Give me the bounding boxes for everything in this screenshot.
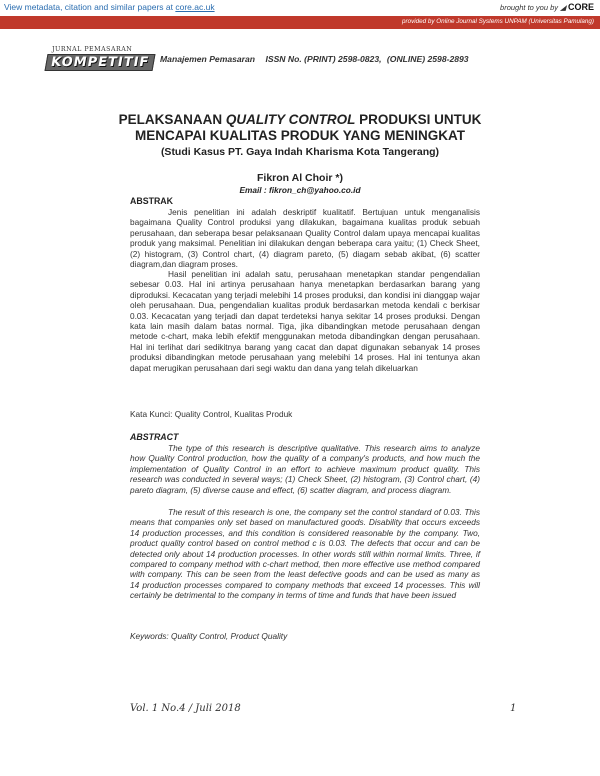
article-subtitle: (Studi Kasus PT. Gaya Indah Kharisma Kota Tangerang) [160, 146, 440, 158]
abstrak-keywords: Kata Kunci: Quality Control, Kualitas Produk [130, 409, 293, 419]
footer-volume: Vol. 1 No.4 / Juli 2018 [130, 703, 241, 714]
issn-online: (ONLINE) 2598-2893 [386, 54, 469, 64]
brought-by-text: brought to you by [500, 3, 559, 12]
abstrak-paragraph-1: Jenis penelitian ini adalah deskriptif kualitatif. Bertujuan untuk menganalisis bagaimana Quality Control produksi yang dilakukan, bagaimana kualitas produk sebuah perusahaan, dan seberapa besar pelaksanaan Quality Control dalam upaya mencapai kualitas produk yang maksimal. Penelitian ini dilakukan dengan beberapa cara yaitu; (1) Check Sheet, (2) histogram, (3) Control chart, (4) diagram pareto, (5) diagam sebab akibat, (6) scatter diagram,dan diagram proses. [130, 207, 480, 270]
title-part-c: PRODUKSI UNTUK [355, 112, 482, 127]
abstrak-heading: ABSTRAK [130, 196, 174, 206]
core-link-prefix: View metadata, citation and similar papers at [4, 2, 176, 12]
title-line-2: MENCAPAI KUALITAS PRODUK YANG MENINGKAT [134, 128, 465, 143]
provided-by-text[interactable]: provided by Online Journal Systems UNPAM (Universitas Pamulang) [401, 18, 594, 25]
article-title [90, 112, 510, 144]
journal-info [160, 54, 477, 64]
core-logo-icon: ◢ [560, 3, 566, 12]
abstract-paragraph-1: The type of this research is descriptive qualitative. This research aims to analyze how Quality Control production, how the quality of a company's products, and how much the implementation of Quality Control in an effort to achieve maximum product quality. This research was conducted in several ways; (1) Check Sheet, (2) histogram, (3) Control chart, (4) pareto diagram, (5) diverse cause and effect, (6) scatter diagram, and process diagram. [130, 443, 480, 495]
journal-logo-small: JURNAL PEMASARAN [52, 46, 133, 53]
abstract-keywords: Keywords: Quality Control, Product Quality [130, 631, 288, 641]
core-logo: CORE [567, 2, 594, 12]
provided-by-bar [0, 16, 600, 29]
author-email: Email : fikron_ch@yahoo.co.id [239, 185, 361, 195]
title-part-b: QUALITY CONTROL [225, 112, 356, 127]
journal-logo [46, 46, 150, 71]
footer-page-number: 1 [510, 703, 517, 714]
title-part-a: PELAKSANAAN [118, 112, 226, 127]
abstract-heading: ABSTRACT [130, 432, 179, 442]
core-metadata-link[interactable] [4, 2, 215, 12]
journal-logo-big: KOMPETITIF [45, 54, 156, 71]
abstract-paragraph-2: The result of this research is one, the company set the control standard of 0.03. This means that companies only set based on manufactured goods. Disability that occurs exceeds 14 production processes, and this condition is considered reasonable by the company. Two, product quality control based on control method c is 0.03. The defects that occur and can be detected only about 14 production processes. In other words still within normal limits. Three, if compared to company method with c-chart method, then more effective use method compared with company. This can be seen from the least defective goods and can be used as many as 14 production processes compared to company methods that exceed 14 processes. This will certainly be detrimental to the company in terms of time and funds that have been issued [130, 507, 480, 601]
abstrak-paragraph-2: Hasil penelitian ini adalah satu, perusahaan menetapkan standar pengendalian sebesar 0.03. Hal ini artinya perusahaan hanya menetapkan berdasarkan barang yang diproduksi. Kecacatan yang terjadi melebihi 14 proses produksi, dan kondisi ini dianggap wajar oleh perusahaan. Dua, pengendalian kualitas produk berdasarkan metoda kendali c berkisar 0.03. Kecacatan yang terjadi dan dapat terdeteksi hanya sekitar 14 proses produksi. Dengan kata lain masih dalam batas normal. Tiga, jika dibandingkan metode perusahaan dengan metode c-chart, maka lebih efektif menggunakan metoda dibandingkan dengan perusahaan. Hal ini terlihat dari sedikitnya barang yang cacat dan dapat digunakan sebanyak 14 proses produksi dibandingkan metode perusahaan yang melebihi 14 proses. Hal ini tentunya akan dapat merugikan perusahaan dari segi waktu dan dana yang telah dikeluarkan [130, 269, 480, 373]
core-link-anchor[interactable]: core.ac.uk [175, 2, 215, 12]
brought-by[interactable] [500, 2, 594, 12]
core-banner [0, 0, 600, 16]
journal-name: Manajemen Pemasaran [160, 54, 256, 64]
issn-print: ISSN No. (PRINT) 2598-0823, [265, 54, 382, 64]
author-name: Fikron Al Choir *) [257, 172, 343, 184]
